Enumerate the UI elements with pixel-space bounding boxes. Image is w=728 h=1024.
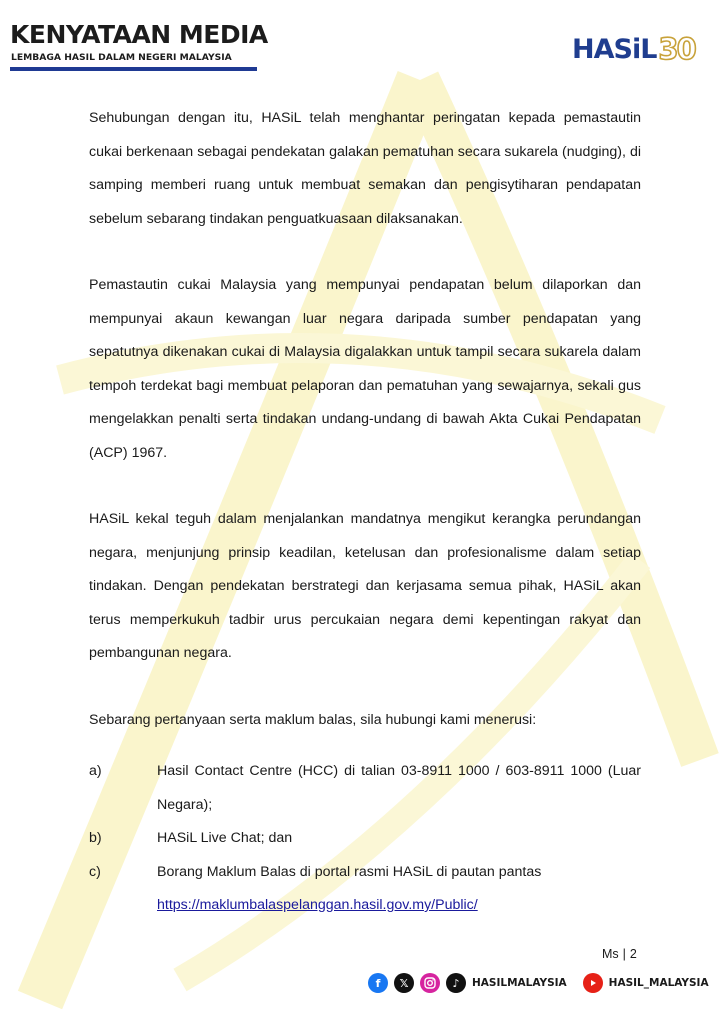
page-number	[602, 947, 637, 961]
x-icon[interactable]: 𝕏	[394, 973, 414, 993]
list-marker: b)	[89, 830, 102, 846]
contact-list	[89, 755, 641, 923]
list-marker: a)	[89, 763, 102, 779]
youtube-icon[interactable]	[583, 973, 603, 993]
paragraph: Sehubungan dengan itu, HASiL telah menghantar peringatan kepada pemastautin cukai berkenaan sebagai pendekatan galakan pematuhan secara sukarela (nudging), di samping memberi ruang untuk membuat semakan dan pengisytiharan pendapatan sebelum sebarang tindakan penguatkuasaan dilaksanakan.	[89, 110, 641, 227]
facebook-icon[interactable]: f	[368, 973, 388, 993]
youtube-handle: HASIL_MALAYSIA	[608, 977, 709, 989]
list-item-text: Borang Maklum Balas di portal rasmi HASiL di pautan pantas	[157, 863, 542, 880]
header-title: KENYATAAN MEDIA	[10, 20, 268, 49]
social-media-bar	[368, 973, 709, 993]
logo-wordmark: HASiL	[572, 33, 657, 65]
list-item	[89, 755, 641, 822]
hasil-logo	[572, 30, 695, 68]
instagram-icon[interactable]	[420, 973, 440, 993]
list-item-content	[157, 856, 641, 923]
page-language: Ms	[602, 947, 619, 961]
page-separator: |	[622, 947, 626, 961]
list-item	[89, 822, 641, 856]
list-item-text: HASiL Live Chat; dan	[157, 830, 293, 846]
list-item-text: Hasil Contact Centre (HCC) di talian 03-8911 1000 / 603-8911 1000 (Luar Negara);	[157, 763, 641, 813]
list-item	[89, 856, 641, 923]
document-body	[89, 102, 641, 923]
header-subtitle: LEMBAGA HASIL DALAM NEGERI MALAYSIA	[11, 52, 232, 63]
paragraph: HASiL kekal teguh dalam menjalankan mandatnya mengikut kerangka perundangan negara, menjunjung prinsip keadilan, ketelusan dan profesionalisme dalam setiap tindakan. Dengan pendekatan berstrategi dan kerjasama semua pihak, HASiL akan terus memperkukuh tadbir urus percukaian negara demi kepentingan rakyat dan pembangunan negara.	[89, 511, 641, 661]
list-marker: c)	[89, 863, 101, 880]
feedback-portal-link[interactable]: https://maklumbalaspelanggan.hasil.gov.my/Public/	[157, 897, 478, 913]
tiktok-icon[interactable]: ♪	[446, 973, 466, 993]
logo-anniversary-number: 30	[658, 31, 695, 66]
page-header	[0, 0, 728, 80]
paragraph: Pemastautin cukai Malaysia yang mempunyai pendapatan belum dilaporkan dan mempunyai akaun kewangan luar negara daripada sumber pendapatan yang sepatutnya dikenakan cukai di Malaysia digalakkan untuk tampil secara sukarela dalam tempoh terdekat bagi membuat pelaporan dan pematuhan yang sewajarnya, sekali gus mengelakkan penalti serta tindakan undang-undang di bawah Akta Cukai Pendapatan (ACP) 1967.	[89, 277, 641, 461]
social-handle: HASILMALAYSIA	[472, 977, 567, 989]
header-underline	[10, 67, 257, 71]
page-number-value: 2	[629, 947, 637, 961]
paragraph: Sebarang pertanyaan serta maklum balas, sila hubungi kami menerusi:	[89, 711, 537, 728]
